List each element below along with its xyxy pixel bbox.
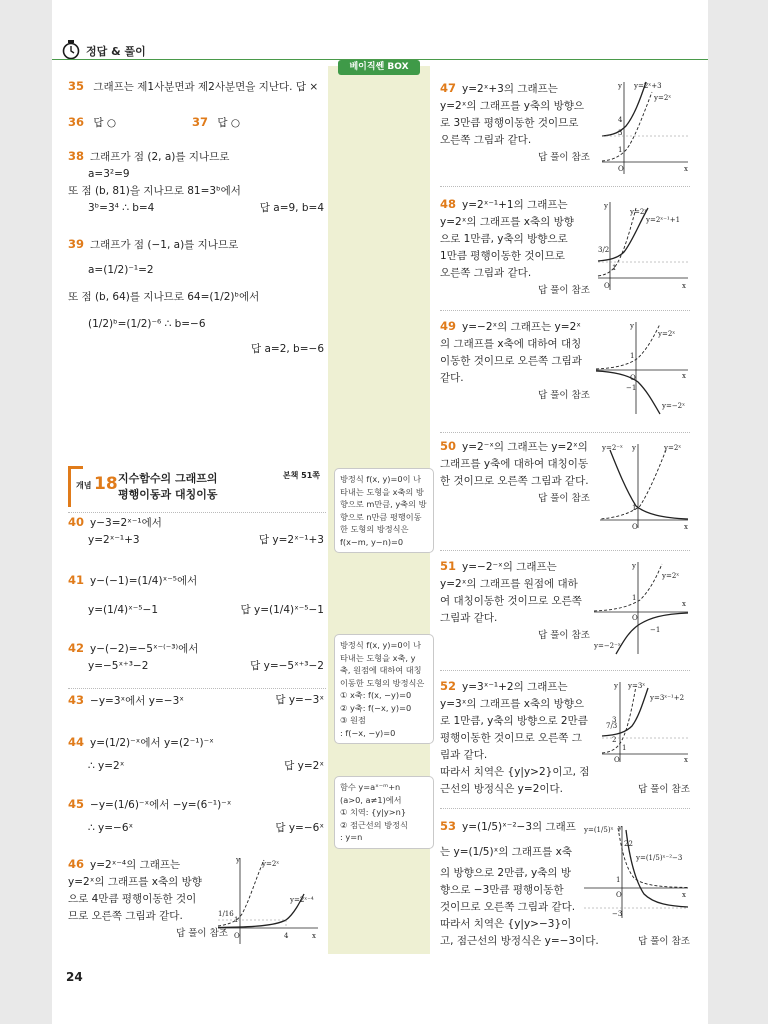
graph-label: 1/16 bbox=[218, 910, 234, 918]
item-text: 그래프가 점 (−1, a)를 지나므로 bbox=[90, 239, 239, 251]
item-43 bbox=[68, 692, 324, 710]
item-text: 으로 4만큼 평행이동한 것이 bbox=[68, 893, 197, 905]
graph-label: O bbox=[604, 282, 610, 290]
item-text: 으로 1만큼, y축의 방향으로 bbox=[440, 233, 568, 245]
concept-header bbox=[68, 466, 326, 506]
note-line: 향으로 m만큼, y축의 방 bbox=[340, 499, 427, 509]
item-text: 의 방향으로 2만큼, y축의 방 bbox=[440, 867, 572, 879]
item-text: 이동한 것이므로 오른쪽 그림과 bbox=[440, 355, 582, 367]
graph-label: y bbox=[632, 562, 636, 570]
graph-label: x bbox=[684, 165, 688, 173]
item-39 bbox=[68, 236, 324, 358]
concept-number: 18 bbox=[94, 474, 118, 494]
reference-note: 답 풀이 참조 bbox=[638, 936, 690, 947]
item-40 bbox=[68, 514, 324, 549]
item-text: 향으로 −3만큼 평행이동한 bbox=[440, 884, 564, 896]
graph-label: y=(1/5)ˣ bbox=[584, 826, 614, 834]
item-text: 따라서 치역은 {y|y>2}이고, 점 bbox=[440, 766, 590, 778]
item-text: y=−5ˣ⁺³−2 bbox=[88, 660, 149, 672]
answer: 답 y=−5ˣ⁺³−2 bbox=[250, 660, 324, 672]
item-number: 40 bbox=[68, 515, 85, 529]
item-text: 또 점 (b, 81)을 지나므로 81=3ᵇ에서 bbox=[68, 185, 241, 197]
note-line: ① 치역: {y|y>n} bbox=[340, 807, 407, 817]
item-number: 51 bbox=[440, 559, 457, 573]
item-text: 답 ○ bbox=[93, 117, 117, 129]
graph-label: x bbox=[684, 756, 688, 764]
graph-label: y=2ˣ bbox=[630, 208, 648, 216]
graph-label: 1 bbox=[622, 744, 627, 752]
graph-label: y=−2ˣ bbox=[662, 402, 686, 410]
graph-label: y bbox=[630, 322, 634, 330]
divider bbox=[440, 186, 690, 187]
answer: 답 a=9, b=4 bbox=[259, 202, 324, 214]
graph-label: 4 bbox=[284, 932, 289, 940]
clock-icon bbox=[60, 40, 82, 60]
reference-note: 답 풀이 참조 bbox=[176, 928, 228, 939]
item-number: 53 bbox=[440, 819, 457, 833]
item-text: 같다. bbox=[440, 372, 464, 384]
reference-note: 답 풀이 참조 bbox=[538, 630, 590, 641]
graph-label: y=2ˣ⁻⁴ bbox=[290, 896, 314, 904]
graph-label: 1 bbox=[632, 594, 637, 602]
graph-label: y=2ˣ bbox=[658, 330, 676, 338]
item-text: y=−2⁻ˣ의 그래프는 bbox=[462, 561, 557, 573]
divider bbox=[440, 550, 690, 551]
divider bbox=[440, 432, 690, 433]
answer: 답 y=−6ˣ bbox=[275, 822, 324, 834]
item-text: 1만큼 평행이동한 것이므로 bbox=[440, 250, 565, 262]
item-text: 림과 같다. bbox=[440, 749, 488, 761]
item-text: 평행이동한 것이므로 오른쪽 그 bbox=[440, 732, 582, 744]
item-text: y=2ˣ의 그래프를 y축의 방향으 bbox=[440, 100, 585, 112]
item-47 bbox=[440, 80, 590, 166]
graph-49 bbox=[594, 320, 692, 416]
note-line: 방정식 f(x, y)=0이 나 bbox=[340, 640, 421, 650]
graph-label: O bbox=[618, 165, 624, 173]
graph-label: O bbox=[616, 891, 622, 899]
item-51 bbox=[440, 558, 590, 644]
graph-label: y=2ˣ⁻¹+1 bbox=[646, 216, 681, 224]
item-44 bbox=[68, 734, 324, 775]
item-45 bbox=[68, 796, 324, 837]
note-line: 타내는 도형을 x축, y bbox=[340, 652, 416, 663]
item-text: ∴ y=−6ˣ bbox=[88, 822, 134, 834]
basic-box-label bbox=[338, 60, 420, 75]
item-number: 35 bbox=[68, 79, 85, 93]
item-text: 또 점 (b, 64)를 지나므로 64=(1/2)ᵇ에서 bbox=[68, 291, 260, 303]
graph-label: O bbox=[614, 756, 620, 764]
item-number: 38 bbox=[68, 149, 85, 163]
graph-label: 1 bbox=[618, 146, 623, 154]
graph-53 bbox=[582, 822, 692, 922]
graph-label: 3 bbox=[612, 716, 617, 724]
note-line: ② 점근선의 방정식 bbox=[340, 819, 408, 830]
graph-label: −1 bbox=[626, 384, 637, 392]
item-text: y=3ˣ⁻¹+2의 그래프는 bbox=[462, 681, 568, 693]
concept-ref: 본책 51쪽 bbox=[282, 471, 320, 480]
item-text: y=2ˣ의 그래프를 원점에 대하 bbox=[440, 578, 578, 590]
item-text: 3ᵇ=3⁴ ∴ b=4 bbox=[88, 202, 155, 214]
item-48 bbox=[440, 196, 590, 299]
item-number: 37 bbox=[192, 115, 209, 129]
item-text: y=2ˣ의 그래프를 x축의 방향 bbox=[68, 876, 202, 888]
graph-label: y=2⁻ˣ bbox=[602, 444, 623, 452]
item-text: 고, 점근선의 방정식은 y=−3이다. bbox=[440, 935, 599, 947]
item-text: (1/2)ᵇ=(1/2)⁻⁶ ∴ b=−6 bbox=[88, 318, 206, 330]
item-37 bbox=[192, 114, 240, 132]
item-text: y−3=2ˣ⁻¹에서 bbox=[90, 517, 162, 529]
graph-label: x bbox=[682, 372, 686, 380]
side-note-symmetry bbox=[334, 634, 434, 744]
item-number: 49 bbox=[440, 319, 457, 333]
graph-label: 1 bbox=[616, 876, 621, 884]
item-text: 오른쪽 그림과 같다. bbox=[440, 134, 532, 146]
reference-note: 답 풀이 참조 bbox=[638, 784, 690, 795]
graph-label: y=3ˣ⁻¹+2 bbox=[650, 694, 685, 702]
graph-label: y bbox=[618, 824, 622, 832]
item-number: 50 bbox=[440, 439, 457, 453]
item-text: 오른쪽 그림과 같다. bbox=[440, 267, 532, 279]
graph-label: x bbox=[682, 600, 686, 608]
graph-label: O bbox=[630, 374, 636, 382]
item-text: a=(1/2)⁻¹=2 bbox=[88, 264, 154, 276]
graph-label: x bbox=[312, 932, 316, 940]
graph-label: −1 bbox=[650, 626, 661, 634]
answer: 답 y=−3ˣ bbox=[275, 694, 324, 706]
side-note-range bbox=[334, 776, 434, 849]
item-text: y−(−1)=(1/4)ˣ⁻⁵에서 bbox=[90, 575, 198, 587]
concept-title-2: 평행이동과 대칭이동 bbox=[118, 488, 218, 501]
graph-label: y=3ˣ bbox=[628, 682, 646, 690]
item-49 bbox=[440, 318, 590, 404]
item-text: 의 그래프를 x축에 대하여 대칭 bbox=[440, 338, 582, 350]
answer: 답 y=(1/4)ˣ⁻⁵−1 bbox=[240, 604, 324, 616]
item-text: 그래프가 점 (2, a)를 지나므로 bbox=[90, 151, 230, 163]
item-text: 답 ○ bbox=[217, 117, 241, 129]
graph-label: 1 bbox=[612, 264, 617, 272]
graph-label: x bbox=[682, 282, 686, 290]
graph-51 bbox=[592, 560, 692, 656]
item-text: 것이므로 오른쪽 그림과 같다. bbox=[440, 901, 576, 913]
note-line: 방정식 f(x, y)=0이 나 bbox=[340, 474, 421, 484]
item-text: y=(1/5)ˣ⁻²−3의 그래프 bbox=[462, 821, 576, 833]
item-number: 47 bbox=[440, 81, 457, 95]
graph-label: y bbox=[604, 202, 608, 210]
concept-label: 개념 bbox=[76, 481, 92, 490]
answer: 답 y=2ˣ bbox=[284, 760, 324, 772]
divider bbox=[440, 808, 690, 809]
note-line: 함수 y=aˣ⁻ᵐ+n bbox=[340, 782, 401, 792]
graph-label: y bbox=[618, 82, 622, 90]
reference-note: 답 풀이 참조 bbox=[538, 493, 590, 504]
note-line: : y=n bbox=[340, 832, 363, 842]
basic-box-label-text: 베이직쎈 BOX bbox=[349, 62, 409, 72]
item-number: 48 bbox=[440, 197, 457, 211]
graph-label: y bbox=[236, 856, 240, 864]
graph-label: y=2ˣ+3 bbox=[634, 82, 662, 90]
item-text: −y=3ˣ에서 y=−3ˣ bbox=[90, 695, 184, 707]
note-line: (a>0, a≠1)에서 bbox=[340, 794, 402, 805]
answer: 답 a=2, b=−6 bbox=[250, 343, 324, 355]
item-text: 여 대칭이동한 것이므로 오른쪽 bbox=[440, 595, 582, 607]
item-42 bbox=[68, 640, 324, 675]
item-text: y=2ˣ+3의 그래프는 bbox=[462, 83, 558, 95]
graph-48 bbox=[596, 198, 692, 292]
concept-title-1: 지수함수의 그래프의 bbox=[118, 472, 218, 485]
note-line: 향으로 n만큼 평행이동 bbox=[340, 511, 422, 522]
graph-label: y=−2⁻ˣ bbox=[594, 642, 621, 650]
graph-label: 1 bbox=[234, 916, 239, 924]
divider bbox=[440, 310, 690, 311]
note-line: ③ 원점 bbox=[340, 715, 366, 725]
note-line: 축, 원점에 대하여 대칭 bbox=[340, 665, 422, 675]
item-text: y=−2ˣ의 그래프는 y=2ˣ bbox=[462, 321, 581, 333]
divider bbox=[68, 512, 326, 513]
item-text: 는 y=(1/5)ˣ의 그래프를 x축 bbox=[440, 846, 572, 858]
note-line: : f(−x, −y)=0 bbox=[340, 727, 396, 738]
item-text: y=2ˣ⁻⁴의 그래프는 bbox=[90, 859, 181, 871]
note-line: 이동한 도형의 방정식은 bbox=[340, 677, 425, 688]
item-text: 그림과 같다. bbox=[440, 612, 498, 624]
item-number: 45 bbox=[68, 797, 85, 811]
graph-label: y bbox=[632, 444, 636, 452]
graph-label: 1 bbox=[632, 504, 637, 512]
item-38 bbox=[68, 148, 324, 217]
graph-label: y=(1/5)ˣ⁻²−3 bbox=[636, 854, 683, 862]
item-text: y=(1/4)ˣ⁻⁵−1 bbox=[88, 604, 158, 616]
item-number: 39 bbox=[68, 237, 85, 251]
graph-label: 1 bbox=[630, 352, 635, 360]
graph-47 bbox=[600, 78, 692, 176]
graph-label: O bbox=[632, 523, 638, 530]
graph-label: 22 bbox=[624, 840, 633, 848]
divider bbox=[68, 688, 326, 689]
item-text: 그래프를 y축에 대하여 대칭이동 bbox=[440, 458, 589, 470]
item-text: ∴ y=2ˣ bbox=[88, 760, 125, 772]
note-line: 한 도형의 방정식은 bbox=[340, 524, 409, 534]
graph-label: 3/2 bbox=[598, 246, 610, 254]
item-41 bbox=[68, 572, 324, 619]
graph-label: 4 bbox=[618, 116, 623, 124]
item-text: 로 1만큼, y축의 방향으로 2만큼 bbox=[440, 715, 588, 727]
header-bar bbox=[52, 40, 708, 62]
graph-label: y bbox=[614, 682, 618, 690]
item-text: y=2⁻ˣ의 그래프는 y=2ˣ의 bbox=[462, 441, 588, 453]
item-text: y=2ˣ의 그래프를 x축의 방향 bbox=[440, 216, 574, 228]
item-number: 46 bbox=[68, 857, 85, 871]
item-text: 로 3만큼 평행이동한 것이므로 bbox=[440, 117, 579, 129]
item-number: 43 bbox=[68, 693, 85, 707]
note-line: ② y축: f(−x, y)=0 bbox=[340, 702, 412, 713]
item-text: y=2ˣ⁻¹+1의 그래프는 bbox=[462, 199, 568, 211]
graph-label: y=2ˣ bbox=[664, 444, 682, 452]
graph-label: x bbox=[684, 523, 688, 530]
item-text: 므로 오른쪽 그림과 같다. bbox=[68, 910, 183, 922]
graph-label: −3 bbox=[612, 910, 623, 918]
item-text: y=(1/2)⁻ˣ에서 y=(2⁻¹)⁻ˣ bbox=[90, 737, 214, 749]
item-text: y−(−2)=−5ˣ⁻⁽⁻³⁾에서 bbox=[90, 643, 199, 655]
graph-label: x bbox=[682, 891, 686, 899]
answer: 답 y=2ˣ⁻¹+3 bbox=[258, 534, 324, 546]
graph-50 bbox=[598, 440, 692, 530]
item-36 bbox=[68, 114, 116, 132]
item-number: 44 bbox=[68, 735, 85, 749]
item-46 bbox=[68, 856, 228, 942]
item-text: 따라서 치역은 {y|y>−3}이 bbox=[440, 918, 572, 930]
item-number: 42 bbox=[68, 641, 85, 655]
graph-46 bbox=[214, 854, 322, 948]
note-line: 타내는 도형을 x축의 방 bbox=[340, 486, 424, 497]
reference-note: 답 풀이 참조 bbox=[538, 152, 590, 163]
graph-label: y=2ˣ bbox=[262, 860, 280, 868]
item-text: y=3ˣ의 그래프를 x축의 방향으 bbox=[440, 698, 585, 710]
item-35 bbox=[68, 78, 318, 96]
note-line: ① x축: f(x, −y)=0 bbox=[340, 690, 412, 700]
item-text: 근선의 방정식은 y=2이다. bbox=[440, 783, 563, 795]
item-50 bbox=[440, 438, 590, 507]
divider bbox=[440, 670, 690, 671]
graph-label: O bbox=[234, 932, 240, 940]
graph-label: O bbox=[632, 614, 638, 622]
item-text: −y=(1/6)⁻ˣ에서 −y=(6⁻¹)⁻ˣ bbox=[90, 799, 232, 811]
reference-note: 답 풀이 참조 bbox=[538, 390, 590, 401]
item-text: a=3²=9 bbox=[88, 168, 130, 180]
note-line: f(x−m, y−n)=0 bbox=[340, 536, 404, 547]
item-number: 36 bbox=[68, 115, 85, 129]
graph-label: 7/3 bbox=[606, 722, 618, 730]
header-title: 정답 & 풀이 bbox=[86, 45, 146, 58]
item-number: 41 bbox=[68, 573, 85, 587]
item-text: 한 것이므로 오른쪽 그림과 같다. bbox=[440, 475, 589, 487]
graph-label: y=2ˣ bbox=[662, 572, 680, 580]
reference-note: 답 풀이 참조 bbox=[538, 285, 590, 296]
graph-label: 3 bbox=[618, 129, 623, 137]
page-number: 24 bbox=[66, 970, 83, 984]
graph-52 bbox=[600, 678, 692, 764]
side-note-translation bbox=[334, 468, 434, 553]
item-text: y=2ˣ⁻¹+3 bbox=[88, 534, 140, 546]
graph-label: y=2ˣ bbox=[654, 94, 672, 102]
item-number: 52 bbox=[440, 679, 457, 693]
item-text: 그래프는 제1사분면과 제2사분면을 지난다. 답 × bbox=[93, 81, 319, 93]
graph-label: 2 bbox=[612, 736, 617, 744]
